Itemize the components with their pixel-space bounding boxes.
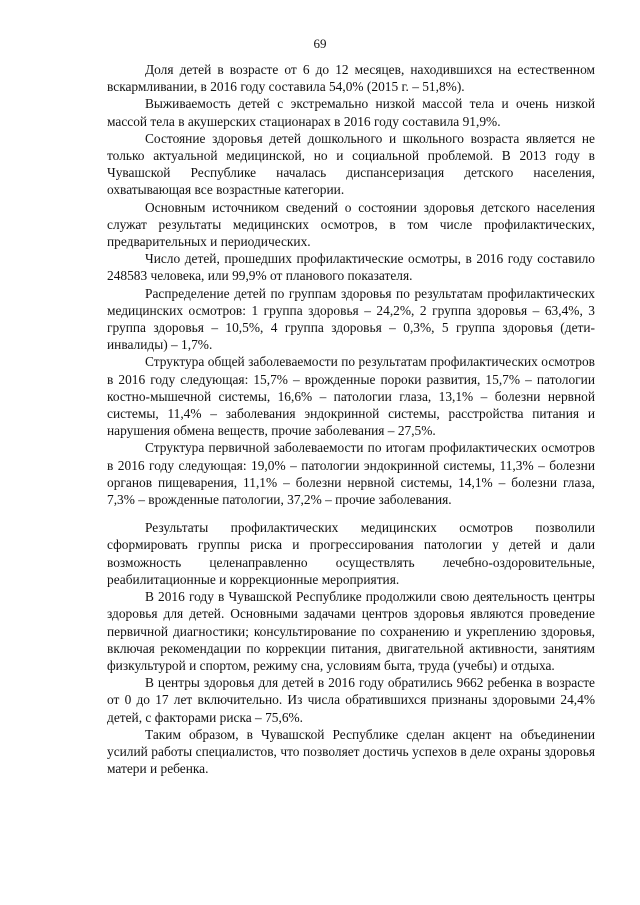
text-body [107, 61, 595, 777]
page-number: 69 [313, 36, 327, 51]
paragraph-health-status: Состояние здоровья детей дошкольного и школьного возраста является не только актуальной медицинской, но и социальной проблемой. В 2013 году в Чувашской Республике началась диспансеризация детского населения, охватывающая все возрастные категории. [107, 130, 595, 198]
paragraph-center-visits: В центры здоровья для детей в 2016 году обратились 9662 ребенка в возрасте от 0 до 17 лет включительно. Из числа обратившихся признаны здоровыми 24,4% детей, с факторами риска – 75,6%. [107, 675, 595, 725]
paragraph-risk-groups: Результаты профилактических медицинских осмотров позволили сформировать группы риска и прогрессирования патологии у детей и дали возможность целенаправленно осуществлять лечебно-оздоровительные, реабилитационные и коррекционные мероприятия. [107, 520, 595, 587]
paragraph-conclusion: Таким образом, в Чувашской Республике сделан акцент на объединении усилий работы специалистов, что позволяет достичь успехов в деле охраны здоровья матери и ребенка. [107, 726, 595, 777]
paragraph-primary-morbidity: Структура первичной заболеваемости по итогам профилактических осмотров в 2016 году следующая: 19,0% – патологии эндокринной системы, 11,3% – болезни органов пищеварения, 11,1% – болезни нервной системы, 14,1% – болезни глаза, 7,3% – врожденные патологии, 37,2% – прочие заболевания. [107, 440, 595, 508]
paragraph-information-source: Основным источником сведений о состоянии здоровья детского населения служат результаты медицинских осмотров, в том числе профилактических, предварительных и периодических. [107, 199, 595, 250]
paragraph-health-groups: Распределение детей по группам здоровья по результатам профилактических медицинских осмотров: 1 группа здоровья – 24,2%, 2 группа здоровья – 63,4%, 3 группа здоровья – 10,5%, 4 группа здоровья – 0,3%, 5 группа здоровья (дети-инвалиды) – 1,7%. [107, 285, 595, 353]
paragraph-health-centers: В 2016 году в Чувашской Республике продолжили свою деятельность центры здоровья для детей. Основными задачами центров здоровья являются проведение первичной диагностики; консультирование по сохранению и укреплению здоровья, включая рекомендации по коррекции питания, двигательной активности, занятиям физкультурой и спортом, режиму сна, условиям быта, труда (учебы) и отдыха. [107, 589, 595, 673]
paragraph-survival-rate: Выживаемость детей с экстремально низкой массой тела и очень низкой массой тела в акушерских стационарах в 2016 году составила 91,9%. [107, 96, 595, 129]
paragraph-general-morbidity: Структура общей заболеваемости по результатам профилактических осмотров в 2016 году следующая: 15,7% – врожденные пороки развития, 15,7% – патологии костно-мышечной системы, 16,6% – патологии глаза, 13,1% – болезни нервной системы, 11,4% – заболевания эндокринной системы, расстройства питания и нарушения обмена веществ, прочие заболевания – 27,5%. [107, 354, 595, 439]
paragraph-breastfeeding: Доля детей в возрасте от 6 до 12 месяцев, находившихся на естественном вскармливании, в 2016 году составила 54,0% (2015 г. – 51,8%). [107, 62, 595, 95]
paragraph-examined-children: Число детей, прошедших профилактические осмотры, в 2016 году составило 248583 человека, или 99,9% от планового показателя. [107, 251, 595, 284]
